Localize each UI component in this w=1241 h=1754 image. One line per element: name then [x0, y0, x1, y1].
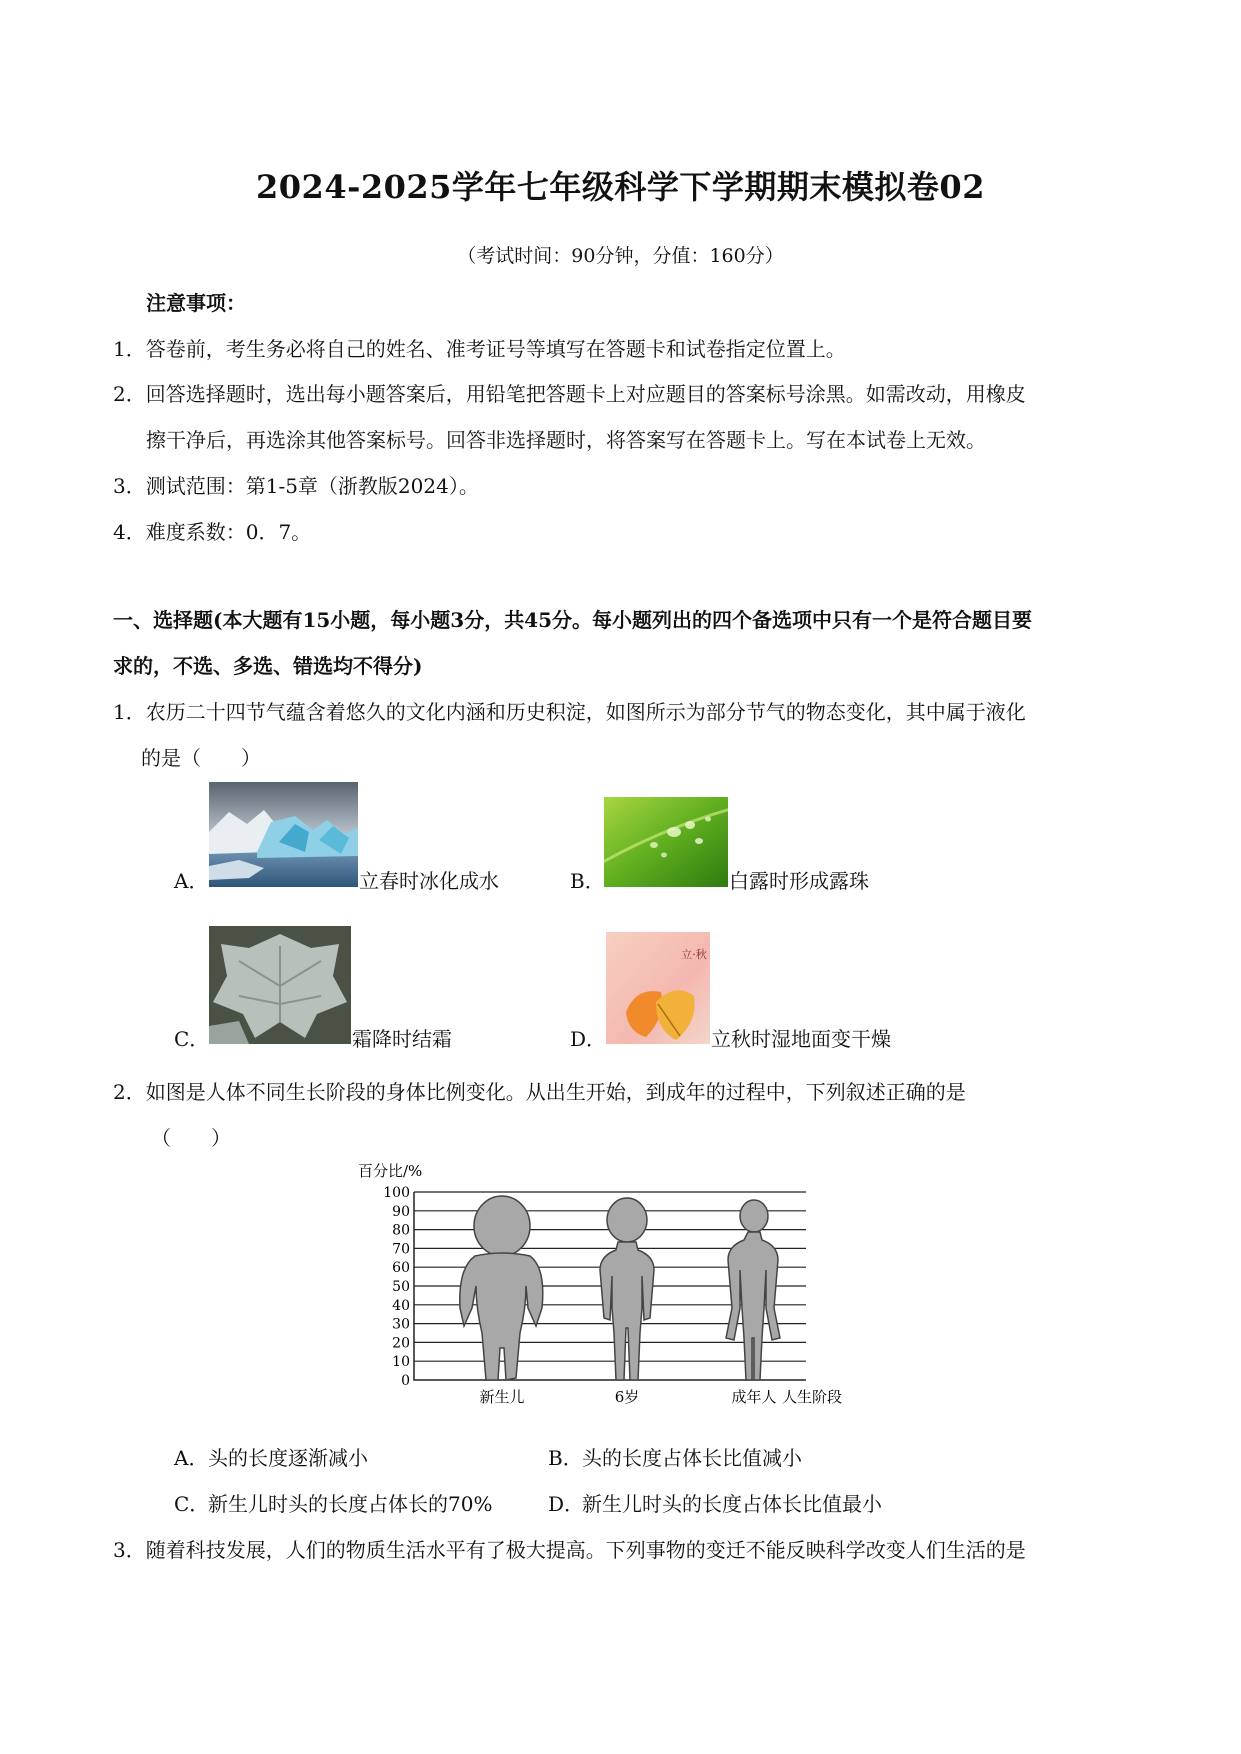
iceberg-image: [209, 782, 358, 887]
option-2d-letter: D．: [548, 1492, 585, 1516]
option-1c-text: 霜降时结霜: [352, 1027, 452, 1051]
chart-ytick-label: 10: [392, 1354, 410, 1371]
chart-ytick-label: 60: [392, 1260, 410, 1277]
image-d-caption: 立·秋: [681, 948, 707, 961]
option-2a-letter: A．: [174, 1446, 209, 1470]
section-heading: 一、选择题(本大题有15小题，每小题3分，共45分。每小题列出的四个备选项中只有一个是符合题目要: [113, 608, 1033, 632]
chart-ytick-label: 40: [392, 1297, 410, 1314]
chart-category-label: 成年人: [731, 1388, 777, 1406]
chart-category-label: 6岁: [614, 1388, 640, 1406]
option-2c-text: 新生儿时头的长度占体长的70%: [208, 1492, 493, 1516]
chart-ytick-label: 80: [392, 1222, 410, 1239]
option-2c-letter: C．: [174, 1492, 210, 1516]
question-1-stem-cont: 的是（ ）: [141, 746, 261, 770]
option-2d-text: 新生儿时头的长度占体长比值最小: [582, 1492, 882, 1516]
chart-ytick-label: 0: [401, 1373, 410, 1389]
newborn-figure: [460, 1196, 543, 1380]
chart-ytick-label: 50: [392, 1279, 410, 1295]
question-2-stem: 2．如图是人体不同生长阶段的身体比例变化。从出生开始，到成年的过程中，下列叙述正确的是: [113, 1080, 966, 1104]
chart-xlabel: 人生阶段: [782, 1388, 843, 1406]
option-1a-text: 立春时冰化成水: [359, 869, 499, 893]
option-2b-text: 头的长度占体长比值减小: [582, 1446, 802, 1470]
option-2a-text: 头的长度逐渐减小: [208, 1446, 368, 1470]
exam-info: （考试时间：90分钟，分值：160分）: [457, 245, 784, 267]
autumn-leaf-image: [606, 932, 710, 1044]
question-2-stem-cont: （ ）: [151, 1126, 231, 1150]
chart-ylabel: 百分比/%: [358, 1162, 423, 1180]
notice-item-4: 4．难度系数：0．7。: [113, 520, 312, 544]
notice-item-2-cont: 擦干净后，再选涂其他答案标号。回答非选择题时，将答案写在答题卡上。写在本试卷上无效。: [146, 428, 986, 452]
chart-ytick-label: 100: [383, 1185, 410, 1201]
chart-ytick-label: 20: [392, 1335, 410, 1352]
chart-ytick-label: 70: [392, 1241, 410, 1258]
child-figure: [600, 1198, 654, 1380]
option-1d-text: 立秋时湿地面变干燥: [711, 1027, 891, 1051]
section-heading-cont: 求的，不选、多选、错选均不得分): [113, 654, 423, 678]
chart-ytick-label: 90: [392, 1203, 410, 1220]
option-1a-letter: A．: [174, 869, 209, 893]
option-1c-letter: C．: [174, 1027, 210, 1051]
page-title: 2024-2025学年七年级科学下学期期末模拟卷02: [256, 168, 985, 206]
body-proportion-chart: [350, 1158, 890, 1408]
option-1b-letter: B．: [570, 869, 605, 893]
adult-figure: [726, 1200, 780, 1380]
option-1b-text: 白露时形成露珠: [729, 869, 869, 893]
frost-leaf-image: [209, 926, 351, 1044]
dewdrop-image: [604, 797, 728, 887]
notice-heading: 注意事项：: [146, 291, 246, 315]
chart-ytick-label: 30: [392, 1316, 410, 1333]
question-3-stem: 3．随着科技发展，人们的物质生活水平有了极大提高。下列事物的变迁不能反映科学改变人们生活的是: [113, 1538, 1026, 1562]
question-1-stem: 1．农历二十四节气蕴含着悠久的文化内涵和历史积淀，如图所示为部分节气的物态变化，其中属于液化: [113, 700, 1026, 724]
notice-item-1: 1．答卷前，考生务必将自己的姓名、准考证号等填写在答题卡和试卷指定位置上。: [113, 337, 846, 361]
option-1d-letter: D．: [570, 1027, 607, 1051]
notice-item-2: 2．回答选择题时，选出每小题答案后，用铅笔把答题卡上对应题目的答案标号涂黑。如需改动，用橡皮: [113, 382, 1026, 406]
option-2b-letter: B．: [548, 1446, 583, 1470]
chart-category-label: 新生儿: [479, 1388, 525, 1406]
notice-item-3: 3．测试范围：第1-5章（浙教版2024）。: [113, 474, 479, 498]
